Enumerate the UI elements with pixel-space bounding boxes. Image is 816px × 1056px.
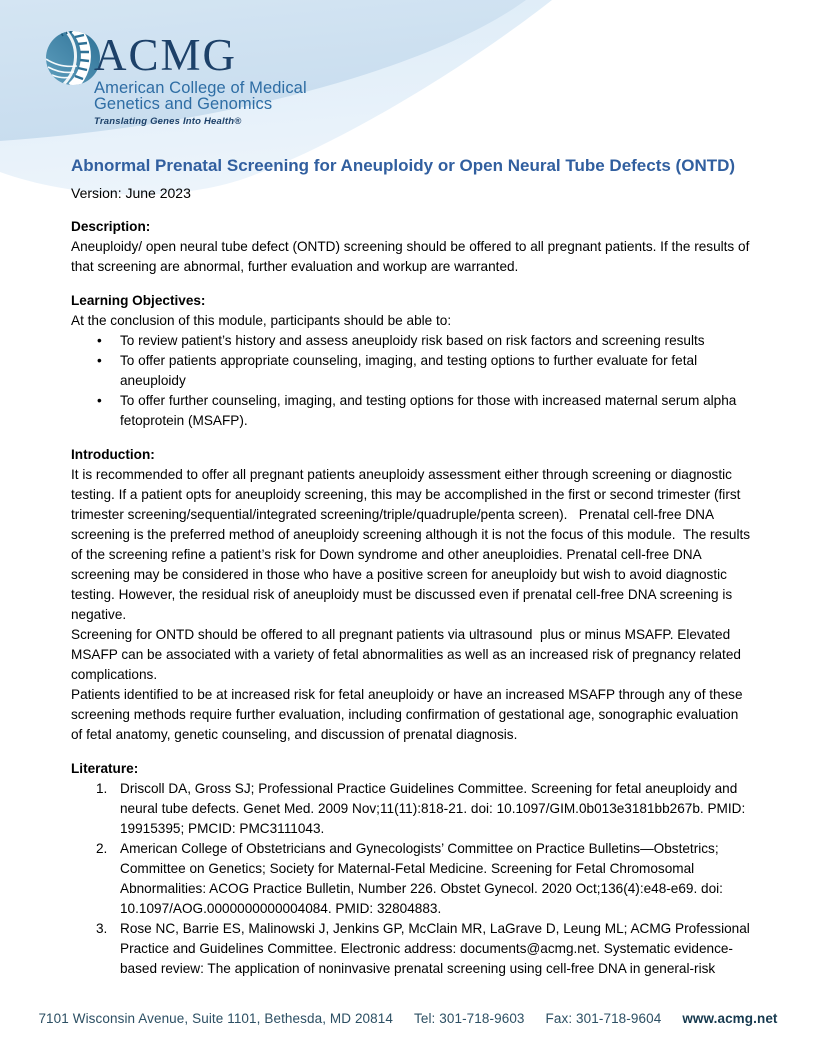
logo-text bbox=[94, 27, 307, 127]
logo-tagline: Translating Genes Into Health® bbox=[94, 116, 242, 127]
literature-item-number: 2. bbox=[96, 841, 108, 856]
literature-item-text: Driscoll DA, Gross SJ; Professional Practice Guidelines Committee. Screening for fetal aneuploidy and neural tube defects. Genet Med. 2009 Nov;11(11):818-21. doi: 10.1097/GIM.0b013e3181bb267b. PMID: 19915395; PMCID: PMC3111043. bbox=[120, 781, 750, 836]
section-description bbox=[71, 217, 754, 277]
introduction-heading: Introduction: bbox=[71, 447, 155, 462]
literature-item-number: 3. bbox=[96, 921, 108, 936]
literature-item-text: Rose NC, Barrie ES, Malinowski J, Jenkins GP, McClain MR, LaGrave D, Leung ML; ACMG Professional Practice and Guidelines Committee. Electronic address: documents@acmg.net. Systematic evidence-based review: The application of noninvasive prenatal screening using cell-free DNA in general-risk bbox=[120, 921, 754, 976]
version-label: Version: June 2023 bbox=[71, 185, 191, 201]
literature-item-text: American College of Obstetricians and Gynecologists’ Committee on Practice Bulletins—Obstetrics; Committee on Genetics; Society for Maternal-Fetal Medicine. Screening for Fetal Chromosomal Abnormalities: ACOG Practice Bulletin, Number 226. Obstet Gynecol. 2020 Oct;136(4):e48-e69. doi: 10.1097/AOG.0000000000004084. PMID: 32804883. bbox=[120, 841, 727, 916]
literature-item-number: 1. bbox=[96, 781, 108, 796]
literature-item bbox=[71, 779, 751, 839]
footer-address: 7101 Wisconsin Avenue, Suite 1101, Bethesda, MD 20814 bbox=[38, 1011, 393, 1026]
objective-item: • To offer patients appropriate counseling, imaging, and testing options to further evaluate for fetal aneuploidy bbox=[71, 351, 751, 391]
logo-org-line2: Genetics and Genomics bbox=[94, 95, 273, 113]
literature-heading: Literature: bbox=[71, 761, 139, 776]
acmg-logo bbox=[44, 27, 307, 127]
objectives-intro: At the conclusion of this module, participants should be able to: bbox=[71, 313, 452, 328]
literature-list bbox=[71, 779, 754, 979]
section-literature bbox=[71, 759, 754, 979]
introduction-paragraph: Patients identified to be at increased risk for fetal aneuploidy or have an increased MSAFP through any of these screening methods require further evaluation, including confirmation of gestational age, sonographic evaluation of fetal anatomy, genetic counseling, and discussion of prenatal diagnosis. bbox=[71, 687, 747, 742]
objectives-heading: Learning Objectives: bbox=[71, 293, 206, 308]
introduction-paragraph: It is recommended to offer all pregnant patients aneuploidy assessment either through screening or diagnostic testing. If a patient opts for aneuploidy screening, this may be accomplished in the first or second trimester (first trimester screening/sequential/integrated screening/triple/quadruple/penta screen). Prenatal cell-free DNA screening is the preferred method of aneuploidy screening although it is not the focus of this module. The results of the screening refine a patient’s risk for Down syndrome and other aneuploidies. Prenatal cell-free DNA screening may be considered in those who have a positive screen for aneuploidy but wish to avoid diagnostic testing. However, the residual risk of aneuploidy must be discussed even if prenatal cell-free DNA screening is negative. bbox=[71, 467, 754, 622]
document-title: Abnormal Prenatal Screening for Aneuploidy or Open Neural Tube Defects (ONTD) bbox=[71, 156, 736, 175]
document-body bbox=[71, 153, 754, 979]
page-footer bbox=[0, 1011, 816, 1026]
section-introduction bbox=[71, 445, 754, 745]
logo-org-line1: American College of Medical bbox=[94, 79, 307, 97]
logo-acronym: ACMG bbox=[94, 30, 238, 80]
section-learning-objectives bbox=[71, 291, 751, 431]
literature-item bbox=[71, 919, 754, 979]
objective-item: • To offer further counseling, imaging, and testing options for those with increased maternal serum alpha fetoprotein (MSAFP). bbox=[71, 391, 751, 431]
footer-website: www.acmg.net bbox=[682, 1011, 778, 1026]
description-heading: Description: bbox=[71, 219, 151, 234]
footer-tel: Tel: 301-718-9603 bbox=[414, 1011, 525, 1026]
introduction-paragraph: Screening for ONTD should be offered to all pregnant patients via ultrasound plus or minus MSAFP. Elevated MSAFP can be associated with a variety of fetal abnormalities as well as an increased risk of pregnancy related complications. bbox=[71, 627, 745, 682]
description-paragraph: Aneuploidy/ open neural tube defect (ONTD) screening should be offered to all pregnant patients. If the results of that screening are abnormal, further evaluation and workup are warranted. bbox=[71, 239, 754, 274]
objective-item: • To review patient’s history and assess aneuploidy risk based on risk factors and screening results bbox=[71, 331, 751, 351]
literature-item bbox=[71, 839, 751, 919]
footer-fax: Fax: 301-718-9604 bbox=[545, 1011, 662, 1026]
objectives-list bbox=[71, 331, 751, 431]
